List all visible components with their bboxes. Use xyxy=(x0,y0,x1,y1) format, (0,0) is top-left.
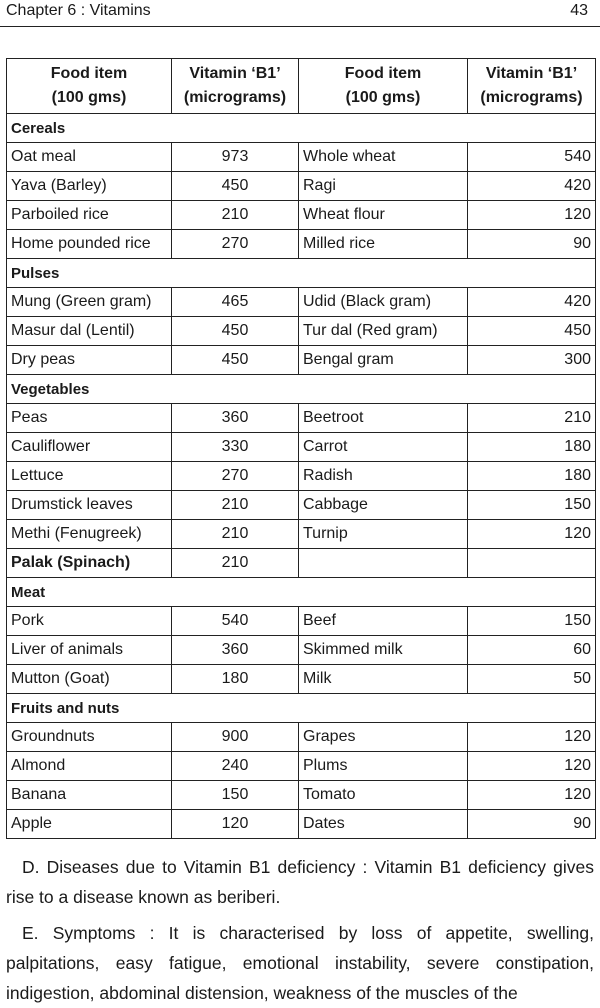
vitamin-value-cell: 210 xyxy=(172,491,299,520)
table-row xyxy=(7,607,596,636)
food-item-cell xyxy=(299,549,468,578)
vitamin-value-cell: 50 xyxy=(468,665,596,694)
table-row xyxy=(7,491,596,520)
food-item-cell: Home pounded rice xyxy=(7,230,172,259)
vitamin-value-cell: 540 xyxy=(172,607,299,636)
vitamin-value-cell: 420 xyxy=(468,288,596,317)
food-item-cell: Skimmed milk xyxy=(299,636,468,665)
chapter-title: Chapter 6 : Vitamins xyxy=(6,2,151,19)
table-row xyxy=(7,201,596,230)
vitamin-value-cell: 360 xyxy=(172,404,299,433)
vitamin-value-cell: 120 xyxy=(468,752,596,781)
food-item-cell: Oat meal xyxy=(7,143,172,172)
vitamin-value-cell xyxy=(468,549,596,578)
section-heading: Cereals xyxy=(7,114,596,143)
food-item-cell: Wheat flour xyxy=(299,201,468,230)
section-row xyxy=(7,578,596,607)
vitamin-value-cell: 90 xyxy=(468,230,596,259)
food-item-cell: Cabbage xyxy=(299,491,468,520)
food-item-cell: Milk xyxy=(299,665,468,694)
food-item-cell: Mutton (Goat) xyxy=(7,665,172,694)
food-item-cell: Beetroot xyxy=(299,404,468,433)
food-item-cell: Pork xyxy=(7,607,172,636)
food-item-cell: Groundnuts xyxy=(7,723,172,752)
food-item-cell: Grapes xyxy=(299,723,468,752)
table-row xyxy=(7,520,596,549)
table-row xyxy=(7,549,596,578)
food-item-cell: Radish xyxy=(299,462,468,491)
paragraph-e: E. Symptoms : It is characterised by loss of appetite, swelling, palpitations, easy fatigue, emotional instability, severe constipation, indigestion, abdominal distension, weakness of the muscles of the xyxy=(6,923,594,1003)
table-row xyxy=(7,230,596,259)
table-row xyxy=(7,636,596,665)
vitamin-value-cell: 60 xyxy=(468,636,596,665)
vitamin-value-cell: 150 xyxy=(468,491,596,520)
food-item-cell: Dates xyxy=(299,810,468,839)
food-item-cell: Dry peas xyxy=(7,346,172,375)
table-row xyxy=(7,462,596,491)
vitamin-value-cell: 180 xyxy=(468,462,596,491)
vitamin-value-cell: 150 xyxy=(468,607,596,636)
vitamin-value-cell: 270 xyxy=(172,230,299,259)
header-rule xyxy=(0,26,600,27)
food-item-cell: Tomato xyxy=(299,781,468,810)
section-row xyxy=(7,114,596,143)
food-item-cell: Apple xyxy=(7,810,172,839)
vitamin-b1-table xyxy=(6,58,596,839)
food-item-cell: Banana xyxy=(7,781,172,810)
table-row xyxy=(7,810,596,839)
vitamin-value-cell: 420 xyxy=(468,172,596,201)
vitamin-value-cell: 120 xyxy=(172,810,299,839)
vitamin-value-cell: 450 xyxy=(172,172,299,201)
col-header-vitamin-b1-2: Vitamin ‘B1’ (micrograms) xyxy=(468,59,596,114)
vitamin-value-cell: 360 xyxy=(172,636,299,665)
table-row xyxy=(7,665,596,694)
vitamin-value-cell: 540 xyxy=(468,143,596,172)
vitamin-value-cell: 150 xyxy=(172,781,299,810)
section-heading: Pulses xyxy=(7,259,596,288)
food-item-cell: Peas xyxy=(7,404,172,433)
vitamin-value-cell: 120 xyxy=(468,201,596,230)
food-item-cell: Masur dal (Lentil) xyxy=(7,317,172,346)
vitamin-value-cell: 210 xyxy=(468,404,596,433)
food-item-cell: Plums xyxy=(299,752,468,781)
vitamin-value-cell: 180 xyxy=(468,433,596,462)
col-header-food-item-2: Food item (100 gms) xyxy=(299,59,468,114)
vitamin-value-cell: 300 xyxy=(468,346,596,375)
vitamin-value-cell: 210 xyxy=(172,201,299,230)
vitamin-value-cell: 240 xyxy=(172,752,299,781)
vitamin-value-cell: 330 xyxy=(172,433,299,462)
food-item-cell: Methi (Fenugreek) xyxy=(7,520,172,549)
food-item-cell: Almond xyxy=(7,752,172,781)
section-row xyxy=(7,694,596,723)
col-header-vitamin-b1-1: Vitamin ‘B1’ (micrograms) xyxy=(172,59,299,114)
table-row xyxy=(7,433,596,462)
food-item-cell: Beef xyxy=(299,607,468,636)
page-number: 43 xyxy=(570,2,588,19)
vitamin-value-cell: 450 xyxy=(172,317,299,346)
section-heading: Meat xyxy=(7,578,596,607)
vitamin-value-cell: 180 xyxy=(172,665,299,694)
food-item-cell: Carrot xyxy=(299,433,468,462)
section-row xyxy=(7,375,596,404)
vitamin-value-cell: 270 xyxy=(172,462,299,491)
vitamin-value-cell: 210 xyxy=(172,549,299,578)
food-item-cell: Bengal gram xyxy=(299,346,468,375)
col-header-food-item-1: Food item (100 gms) xyxy=(7,59,172,114)
vitamin-value-cell: 90 xyxy=(468,810,596,839)
table-row xyxy=(7,752,596,781)
vitamin-value-cell: 973 xyxy=(172,143,299,172)
food-item-cell: Liver of animals xyxy=(7,636,172,665)
section-row xyxy=(7,259,596,288)
food-item-cell: Parboiled rice xyxy=(7,201,172,230)
vitamin-value-cell: 120 xyxy=(468,781,596,810)
food-item-cell: Whole wheat xyxy=(299,143,468,172)
table-row xyxy=(7,317,596,346)
vitamin-value-cell: 120 xyxy=(468,520,596,549)
vitamin-value-cell: 210 xyxy=(172,520,299,549)
food-item-cell: Udid (Black gram) xyxy=(299,288,468,317)
table-row xyxy=(7,172,596,201)
vitamin-value-cell: 465 xyxy=(172,288,299,317)
food-item-cell: Yava (Barley) xyxy=(7,172,172,201)
food-item-cell: Mung (Green gram) xyxy=(7,288,172,317)
table-row xyxy=(7,288,596,317)
page-header xyxy=(0,0,600,52)
vitamin-value-cell: 450 xyxy=(172,346,299,375)
food-item-cell: Drumstick leaves xyxy=(7,491,172,520)
table-header-row xyxy=(7,59,596,114)
food-item-cell: Turnip xyxy=(299,520,468,549)
table-row xyxy=(7,723,596,752)
food-item-cell: Lettuce xyxy=(7,462,172,491)
table-body xyxy=(7,114,596,839)
table-row xyxy=(7,404,596,433)
food-item-cell: Cauliflower xyxy=(7,433,172,462)
food-item-cell: Palak (Spinach) xyxy=(7,549,172,578)
section-heading: Fruits and nuts xyxy=(7,694,596,723)
section-heading: Vegetables xyxy=(7,375,596,404)
vitamin-value-cell: 900 xyxy=(172,723,299,752)
table-row xyxy=(7,781,596,810)
vitamin-value-cell: 120 xyxy=(468,723,596,752)
food-item-cell: Milled rice xyxy=(299,230,468,259)
food-item-cell: Tur dal (Red gram) xyxy=(299,317,468,346)
food-item-cell: Ragi xyxy=(299,172,468,201)
table-row xyxy=(7,346,596,375)
vitamin-value-cell: 450 xyxy=(468,317,596,346)
paragraph-d: D. Diseases due to Vitamin B1 deficiency : Vitamin B1 deficiency gives rise to a disease known as beriberi. xyxy=(6,857,594,907)
table-row xyxy=(7,143,596,172)
